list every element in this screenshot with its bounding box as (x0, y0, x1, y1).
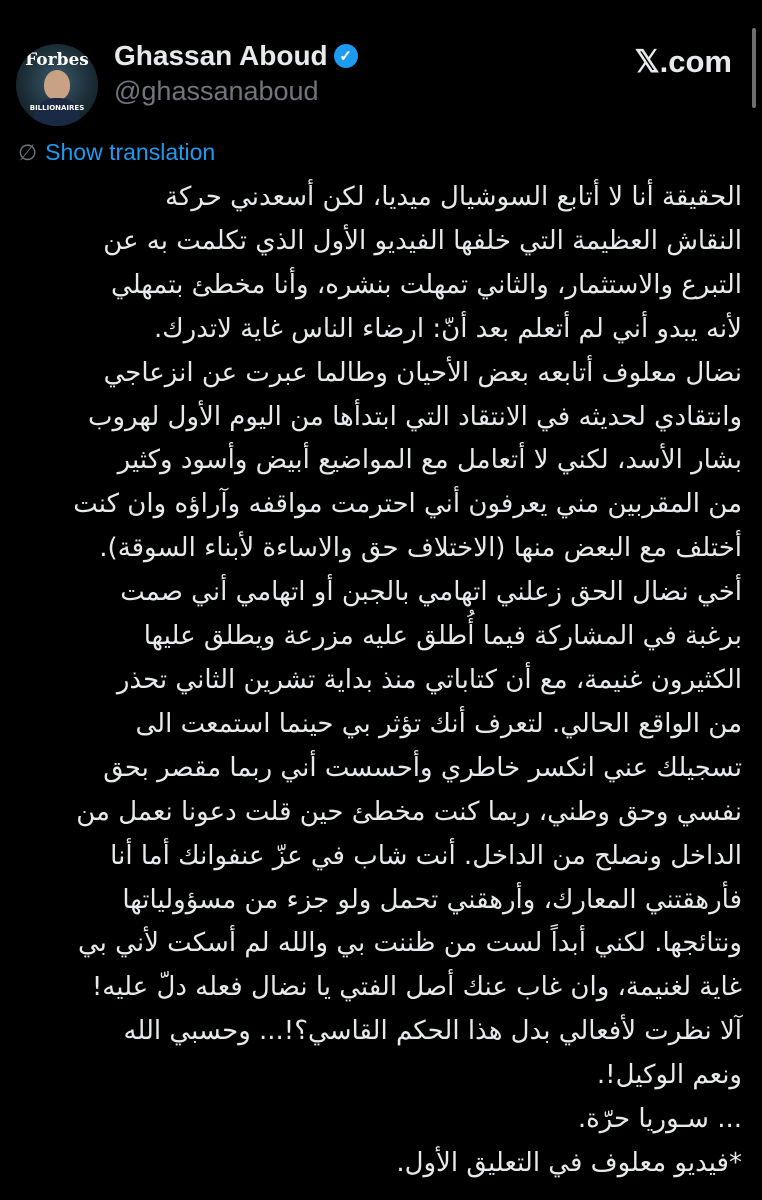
tweet-line: التبرع والاستثمار، والثاني تمهلت بنشره، وأنا مخطئ بتمهلي (111, 269, 742, 300)
tweet-line: نفسي وحق وطني، ربما كنت مخطئ حين قلت دعونا نعمل من (76, 796, 742, 827)
user-handle[interactable]: @ghassanaboud (114, 76, 319, 106)
verified-badge-icon: ✓ (334, 44, 358, 68)
show-translation-label: Show translation (45, 139, 216, 165)
tweet-line: بشار الأسد، لكني لا أتعامل مع المواضيع أبيض وأسود وكثير (117, 445, 742, 476)
tweet-line: لأنه يبدو أني لم أتعلم بعد أنّ: ارضاء الناس غاية لاتدرك. (153, 313, 742, 344)
tweet-line: تسجيلك عني انكسر خاطري وأحسست أني ربما مقصر بحق (103, 752, 742, 783)
tweet-line: أختلف مع البعض منها (الاختلاف حق والاساءة لأبناء السوقة). (99, 533, 742, 564)
avatar-face (44, 70, 70, 100)
show-translation-link[interactable] (18, 139, 215, 166)
tweet-line: من الواقع الحالي. لتعرف أنك تؤثر بي حينما استمعت الى (135, 708, 742, 739)
tweet-line: الكثيرون غنيمة، مع أن كتاباتي منذ بداية تشرين الثاني تحذر (116, 664, 742, 695)
tweet-line: الحقيقة أنا لا أتابع السوشيال ميديا، لكن أسعدني حركة (165, 182, 742, 212)
tweet-line: أخي نضال الحق زعلني اتهامي بالجبن أو اتهامي أني صمت (120, 577, 742, 608)
tweet-line: غاية لغنيمة، وان غاب عنك أصل الفتي يا نضال فعله دلّ عليه! (91, 972, 742, 1003)
avatar-logo: Forbes (25, 50, 89, 70)
tweet-line: نضال معلوف أتابعه بعض الأحيان وطالما عبرت عن انزعاجي (103, 357, 742, 388)
translate-icon: ∅ (18, 139, 38, 165)
display-name-text: Ghassan Aboud (114, 40, 328, 71)
tweet-line: آلا نظرت لأفعالي بدل هذا الحكم القاسي؟!... وحسبي الله (123, 1016, 742, 1047)
site-label: 𝕏.com (634, 44, 732, 79)
tweet-line: *فيديو معلوف في التعليق الأول. (396, 1147, 742, 1178)
tweet-line: برغبة في المشاركة فيما أُطلق عليه مزرعة ويطلق عليها (143, 621, 742, 652)
avatar-subtext: BILLIONAIRES (29, 104, 85, 112)
tweet-line: من المقربين مني يعرفون أني احترمت مواقفه وآراؤه وان كنت (73, 489, 742, 520)
tweet-line: ... سـوريا حرّة. (577, 1104, 742, 1135)
avatar[interactable] (16, 44, 98, 126)
tweet-text (14, 176, 742, 1186)
avatar-suit (34, 98, 80, 126)
tweet-line: فأرهقتني المعارك، وأرهقني تحمل ولو جزء من مسؤولياتها (122, 884, 742, 915)
tweet-line: النقاش العظيمة التي خلفها الفيديو الأول الذي تكلمت به عن (103, 225, 742, 256)
scrollbar[interactable] (752, 28, 756, 108)
tweet-line: وانتقادي لحديثه في الانتقاد التي ابتدأها من اليوم الأول لهروب (88, 401, 742, 432)
tweet-line: ونعم الوكيل!. (596, 1060, 742, 1091)
display-name[interactable] (114, 40, 358, 72)
tweet-line: الداخل ونصلح من الداخل. أنت شاب في عزّ عنفوانك أما أنا (110, 840, 742, 871)
tweet-line: ونتائجها. لكني أبداً لست من ظننت بي والله لم أسكت لأني بي (78, 928, 742, 959)
